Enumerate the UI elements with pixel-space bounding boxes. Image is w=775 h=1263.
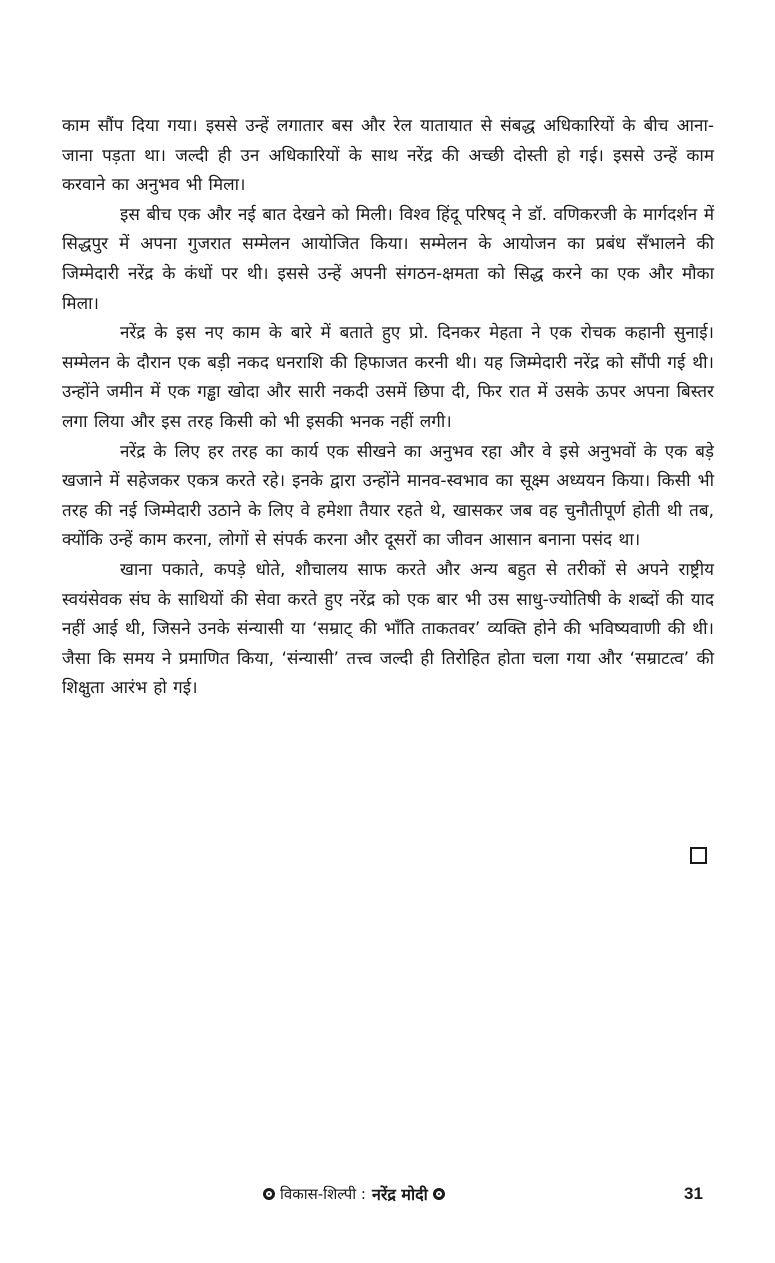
page-number: 31 [684,1184,703,1203]
paragraph-4: नरेंद्र के लिए हर तरह का कार्य एक सीखने का अनुभव रहा और वे इसे अनुभवों के एक बड़े खजाने में सहेजकर एकत्र करते रहे। इनके द्वारा उन्होंने मानव-स्वभाव का सूक्ष्म अध्ययन किया। किसी भी तरह की नई जिम्मेदारी उठाने के लिए वे हमेशा तैयार रहते थे, खासकर जब वह चुनौतीपूर्ण होती थी तब, क्योंकि उन्हें काम करना, लोगों से संपर्क करना और दूसरों का जीवन आसान बनाना पसंद था। [62,441,714,551]
paragraph-1: काम सौंप दिया गया। इससे उन्हें लगातार बस और रेल यातायात से संबद्ध अधिकारियों के बीच आना-जाना पड़ता था। जल्दी ही उन अधिकारियों के साथ नरेंद्र की अच्छी दोस्ती हो गई। इससे उन्हें काम करवाने का अनुभव भी मिला। [62,116,714,196]
hollow-square-icon [690,847,707,864]
author-name: नरेंद्र मोदी [371,1185,428,1204]
page-footer [258,1181,450,1207]
book-title: विकास-शिल्पी : [280,1185,366,1203]
paragraph-2: इस बीच एक और नई बात देखने को मिली। विश्व हिंदू परिषद् ने डॉ. वणिकरजी के मार्गदर्शन में सिद्धपुर में अपना गुजरात सम्मेलन आयोजित किया। सम्मेलन के आयोजन का प्रबंध सँभालने की जिम्मेदारी नरेंद्र के कंधों पर थी। इससे उन्हें अपनी संगठन-क्षमता को सिद्ध करने का एक और मौका मिला। [62,204,714,314]
flower-ornament-icon [263,1188,275,1200]
body-text [62,112,714,704]
flower-ornament-icon [433,1188,445,1200]
paragraph-3: नरेंद्र के इस नए काम के बारे में बताते हुए प्रो. दिनकर मेहता ने एक रोचक कहानी सुनाई। सम्मेलन के दौरान एक बड़ी नकद धनराशि की हिफाजत करनी थी। यह जिम्मेदारी नरेंद्र को सौंपी गई थी। उन्होंने जमीन में एक गड्ढा खोदा और सारी नकदी उसमें छिपा दी, फिर रात में उसके ऊपर अपना बिस्तर लगा लिया और इस तरह किसी को भी इसकी भनक नहीं लगी। [62,323,714,432]
paragraph-5: खाना पकाते, कपड़े धोते, शौचालय साफ करते और अन्य बहुत से तरीकों से अपने राष्ट्रीय स्वयंसेवक संघ के साथियों की सेवा करते हुए नरेंद्र को एक बार भी उस साधु-ज्योतिषी के शब्दों की याद नहीं आई थी, जिसने उनके संन्यासी या ‘सम्राट् की भाँति ताकतवर’ व्यक्ति होने की भविष्यवाणी की थी। जैसा कि समय ने प्रमाणित किया, ‘संन्यासी’ तत्त्व जल्दी ही तिरोहित होता चला गया और ‘सम्राटत्व’ की शिक्षुता आरंभ हो गई। [62,559,714,699]
